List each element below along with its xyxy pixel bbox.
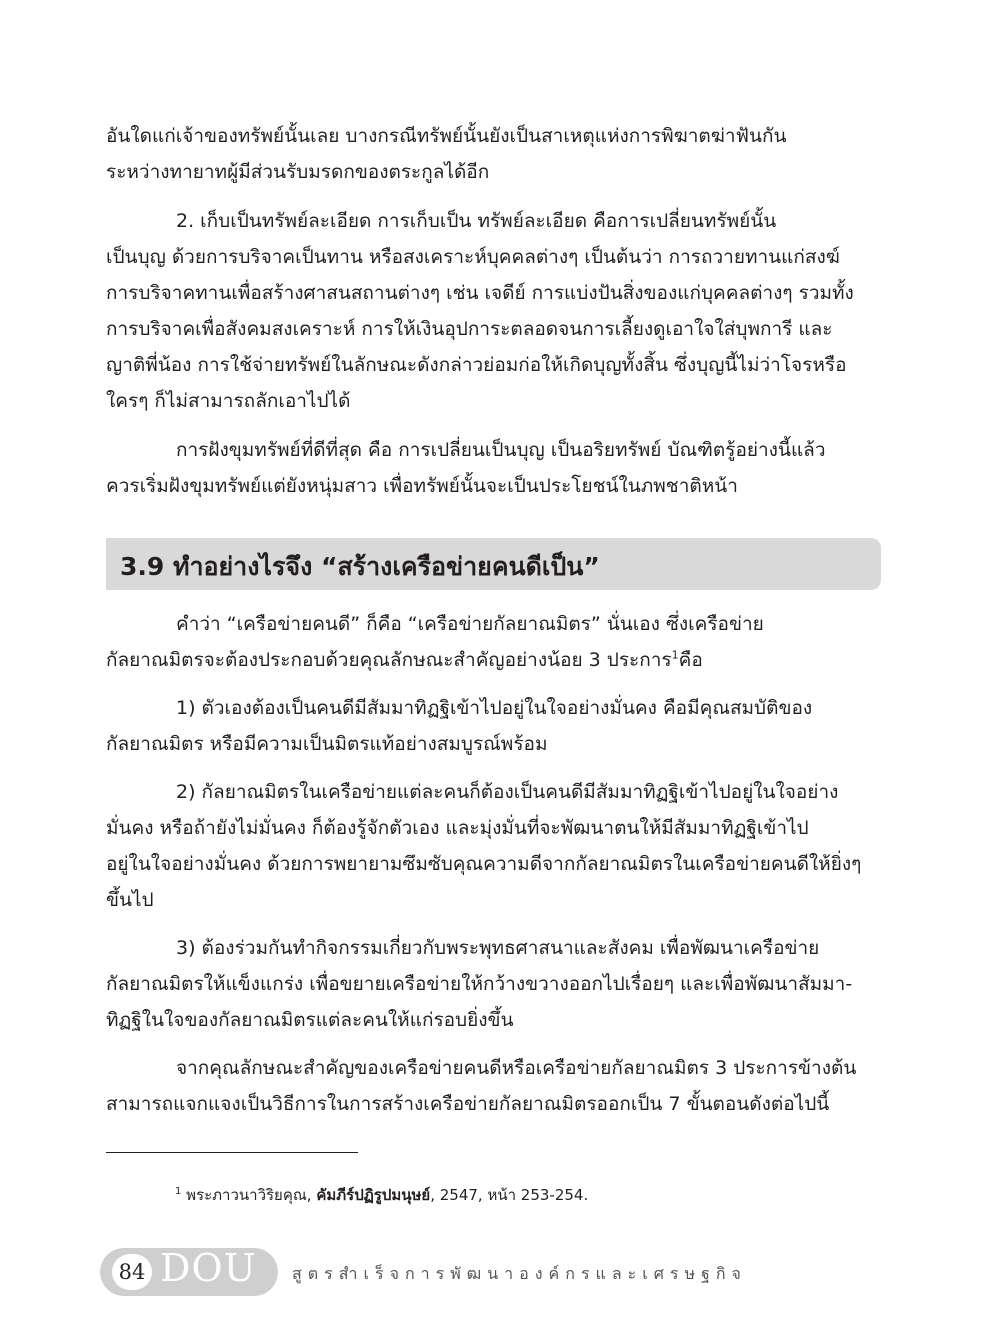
text-line: ระหว่างทายาทผู้มีส่วนรับมรดกของตระกูลได้อีก (106, 161, 490, 183)
paragraph-refined-wealth (106, 203, 880, 419)
text-line: ญาติพี่น้อง การใช้จ่ายทรัพย์ในลักษณะดังกล่าวย่อมก่อให้เกิดบุญทั้งสิ้น ซึ่งบุญนี้ไม่ว่าโจรหรือ (106, 354, 847, 376)
paragraph-summary (106, 1050, 880, 1122)
text-line: 3) ต้องร่วมกันทำกิจกรรมเกี่ยวกับพระพุทธศาสนาและสังคม เพื่อพัฒนาเครือข่าย (176, 937, 820, 959)
paragraph-good-network (106, 606, 880, 678)
text-line: จากคุณลักษณะสำคัญของเครือข่ายคนดีหรือเครือข่ายกัลยาณมิตร 3 ประการข้างต้น (176, 1057, 857, 1079)
list-item-2 (106, 774, 880, 918)
text-line: กัลยาณมิตรให้แข็งแกร่ง เพื่อขยายเครือข่ายให้กว้างขวางออกไปเรื่อยๆ และเพื่อพัฒนาสัมมา- (106, 973, 853, 995)
text-line: อันใดแก่เจ้าของทรัพย์นั้นเลย บางกรณีทรัพย์นั้นยังเป็นสาเหตุแห่งการพิฆาตฆ่าฟันกัน (106, 125, 787, 147)
text-line: ทิฏฐิในใจของกัลยาณมิตรแต่ละคนให้แก่รอบยิ่งขึ้น (106, 1009, 514, 1031)
text-segment: กัลยาณมิตรจะต้องประกอบด้วยคุณลักษณะสำคัญอย่างน้อย 3 ประการ (106, 649, 672, 671)
text-line: การฝังขุมทรัพย์ที่ดีที่สุด คือ การเปลี่ยนเป็นบุญ เป็นอริยทรัพย์ บัณฑิตรู้อย่างนี้แล้ว (176, 439, 826, 461)
footer-course-title: สูตรสำเร็จการพัฒนาองค์กรและเศรษฐกิจ (292, 1264, 747, 1283)
footnote-reference: 1 (671, 648, 679, 662)
paragraph-continuation (106, 118, 880, 190)
text-line: การบริจาคเพื่อสังคมสงเคราะห์ การให้เงินอุปการะตลอดจนการเลี้ยงดูเอาใจใส่บุพการี และ (106, 318, 833, 340)
text-line: อยู่ในใจอย่างมั่นคง ด้วยการพยายามซึมซับคุณความดีจากกัลยาณมิตรในเครือข่ายคนดีให้ยิ่งๆ (106, 853, 862, 875)
text-line: 2. เก็บเป็นทรัพย์ละเอียด การเก็บเป็น ทรัพย์ละเอียด คือการเปลี่ยนทรัพย์นั้น (176, 210, 777, 232)
footnote-book-title: คัมภีร์ปฏิรูปมนุษย์ (316, 1186, 431, 1204)
section-heading: 3.9 ทำอย่างไรจึง “สร้างเครือข่ายคนดีเป็น” (120, 552, 600, 581)
page-number: 84 (112, 1254, 152, 1290)
footnote-number: 1 (175, 1186, 182, 1197)
footnote (175, 1183, 588, 1207)
text-line: กัลยาณมิตร หรือมีความเป็นมิตรแท้อย่างสมบูรณ์พร้อม (106, 733, 548, 755)
dou-logo: DOU (160, 1246, 257, 1290)
footnote-citation: , 2547, หน้า 253-254. (430, 1186, 589, 1204)
text-line: การบริจาคทานเพื่อสร้างศาสนสถานต่างๆ เช่น เจดีย์ การแบ่งปันสิ่งของแก่บุคคลต่างๆ รวมทั้ง (106, 282, 854, 304)
text-segment: คือ (678, 649, 703, 671)
text-line: คำว่า “เครือข่ายคนดี” ก็คือ “เครือข่ายกัลยาณมิตร” นั่นเอง ซึ่งเครือข่าย (176, 613, 764, 635)
footnote-divider (106, 1152, 358, 1153)
text-line: ควรเริ่มฝังขุมทรัพย์แต่ยังหนุ่มสาว เพื่อทรัพย์นั้นจะเป็นประโยชน์ในภพชาติหน้า (106, 475, 738, 497)
list-item-1 (106, 690, 880, 762)
paragraph-best-treasure (106, 432, 880, 504)
footnote-author: พระภาวนาวิริยคุณ, (186, 1186, 312, 1204)
text-line: สามารถแจกแจงเป็นวิธีการในการสร้างเครือข่ายกัลยาณมิตรออกเป็น 7 ขั้นตอนดังต่อไปนี้ (106, 1093, 830, 1115)
text-line: ขึ้นไป (106, 889, 154, 911)
section-heading-bar (106, 538, 881, 590)
list-item-3 (106, 930, 880, 1038)
text-line: 1) ตัวเองต้องเป็นคนดีมีสัมมาทิฏฐิเข้าไปอยู่ในใจอย่างมั่นคง คือมีคุณสมบัติของ (176, 697, 813, 719)
text-line: มั่นคง หรือถ้ายังไม่มั่นคง ก็ต้องรู้จักตัวเอง และมุ่งมั่นที่จะพัฒนาตนให้มีสัมมาทิฏฐิเข้าไป (106, 817, 809, 839)
text-line: 2) กัลยาณมิตรในเครือข่ายแต่ละคนก็ต้องเป็นคนดีมีสัมมาทิฏฐิเข้าไปอยู่ในใจอย่าง (176, 781, 839, 803)
footer-badge (100, 1248, 278, 1296)
text-line: ใครๆ ก็ไม่สามารถลักเอาไปได้ (106, 390, 351, 412)
text-line (106, 642, 880, 678)
text-line: เป็นบุญ ด้วยการบริจาคเป็นทาน หรือสงเคราะห์บุคคลต่างๆ เป็นต้นว่า การถวายทานแก่สงฆ์ (106, 246, 840, 268)
